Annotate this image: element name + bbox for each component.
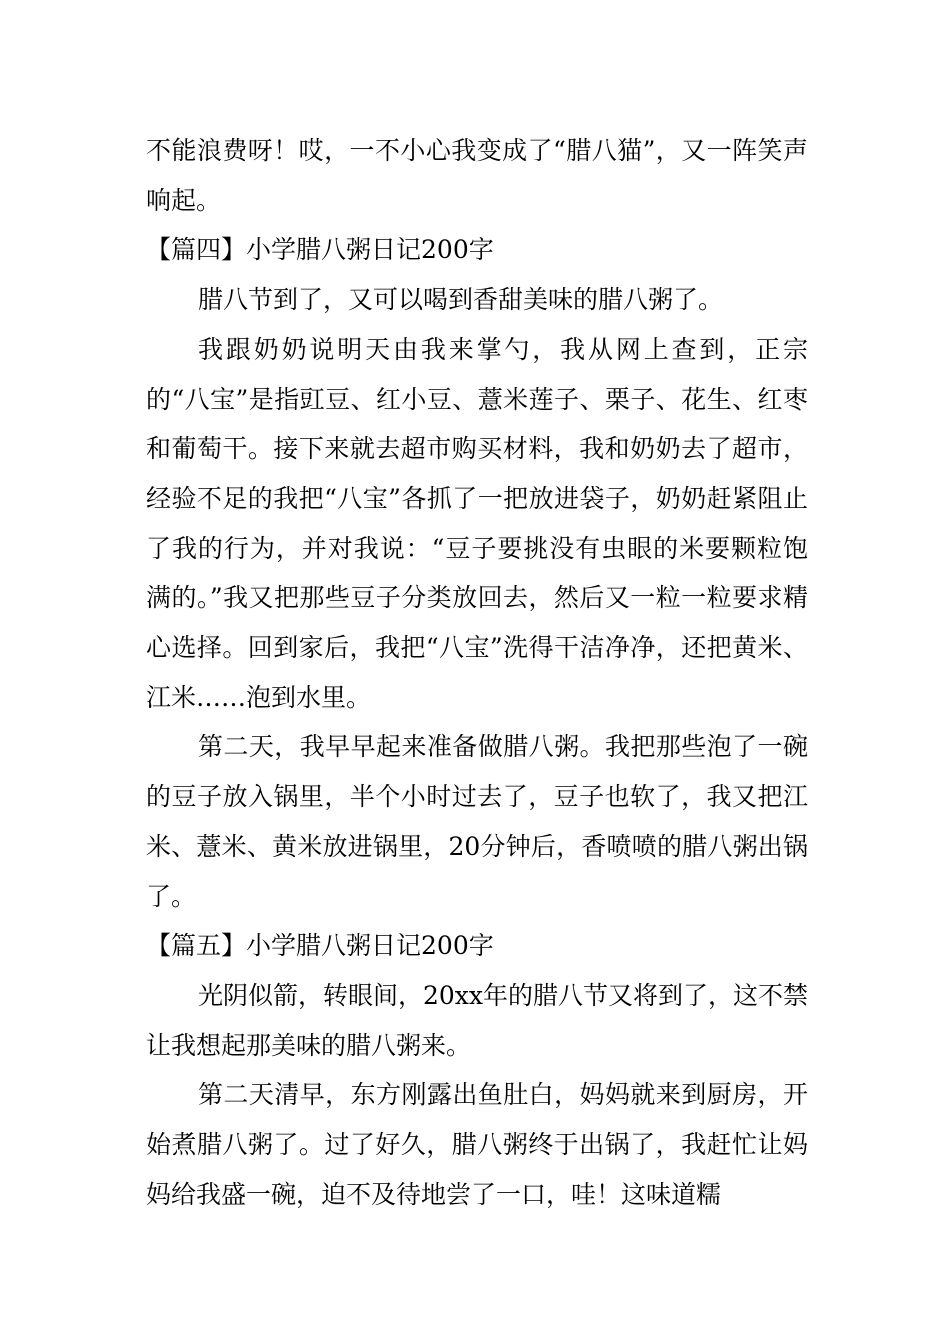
paragraph: 第二天清早，东方刚露出鱼肚白，妈妈就来到厨房，开始煮腊八粥了。过了好久，腊八粥终于出锅了，我赶忙让妈妈给我盛一碗，迫不及待地尝了一口，哇！这味道糯: [146, 1080, 808, 1209]
paragraph: 第二天，我早早起来准备做腊八粥。我把那些泡了一碗的豆子放入锅里，半个小时过去了，豆子也软了，我又把江米、薏米、黄米放进锅里，20分钟后，香喷喷的腊八粥出锅了。: [146, 732, 808, 911]
paragraph: 我跟奶奶说明天由我来掌勺，我从网上查到，正宗的“八宝”是指豇豆、红小豆、薏米莲子、栗子、花生、红枣和葡萄干。接下来就去超市购买材料，我和奶奶去了超市，经验不足的我把“八宝”各抓了一把放进袋子，奶奶赶紧阻止了我的行为，并对我说：“豆子要挑没有虫眼的米要颗粒饱满的。”我又把那些豆子分类放回去，然后又一粒一粒要求精心选择。回到家后，我把“八宝”洗得干洁净净，还把黄米、江米……泡到水里。: [146, 334, 808, 712]
section-heading-5: 【篇五】小学腊八粥日记200字: [146, 931, 494, 961]
document-body: [146, 126, 808, 1219]
paragraph-continuation: 不能浪费呀！哎，一不小心我变成了“腊八猫”，又一阵笑声响起。: [146, 136, 808, 215]
section-heading-4: 【篇四】小学腊八粥日记200字: [146, 235, 494, 265]
paragraph: 腊八节到了，又可以喝到香甜美味的腊八粥了。: [198, 285, 724, 315]
paragraph: 光阴似箭，转眼间，20xx年的腊八节又将到了，这不禁让我想起那美味的腊八粥来。: [146, 980, 809, 1060]
